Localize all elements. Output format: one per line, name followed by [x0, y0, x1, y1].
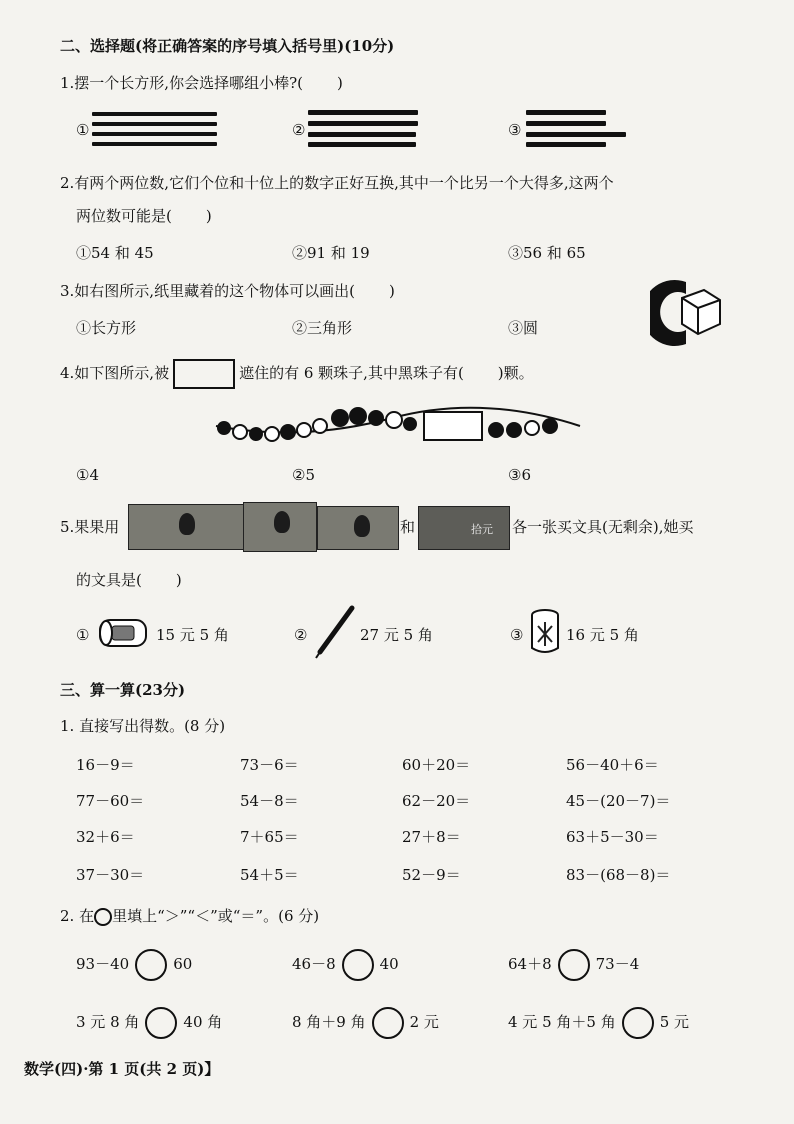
- q5-option-3-mark: ③: [510, 626, 524, 644]
- section2-title: 二、选择题(将正确答案的序号填入括号里)(10分): [60, 37, 395, 55]
- hidden-object-figure: [650, 278, 722, 348]
- five-yuan-note-icon: 拾元: [418, 506, 510, 550]
- ten-yuan-note-icon: [317, 506, 399, 550]
- pen-icon: [312, 604, 358, 660]
- q3-option-3: ③圆: [508, 319, 539, 337]
- q5-option-1-mark: ①: [76, 626, 90, 644]
- q2-line1: 2.有两个两位数,它们个位和十位上的数字正好互换,其中一个比另一个大得多,这两个: [60, 174, 614, 192]
- q1-option-2-sticks: [308, 110, 428, 150]
- ten-yuan-note-icon: [128, 504, 244, 550]
- q1-option-3-mark: ③: [508, 121, 522, 139]
- q2-option-3: ③56 和 65: [508, 244, 586, 262]
- compare-circle-input[interactable]: [342, 949, 374, 981]
- q5-prefix: 5.果果用: [60, 518, 120, 536]
- compare-circle-input[interactable]: [145, 1007, 177, 1039]
- q3-option-1: ①长方形: [76, 319, 137, 337]
- calc-item: 60＋20＝: [402, 756, 471, 774]
- calc-item: 73－6＝: [240, 756, 299, 774]
- q3-option-2: ②三角形: [292, 319, 353, 337]
- calc-item: 52－9＝: [402, 866, 461, 884]
- q1-question: 1.摆一个长方形,你会选择哪组小棒?( ): [60, 74, 343, 92]
- bead-string-figure: [212, 404, 584, 450]
- calc-item: 63＋5－30＝: [566, 828, 659, 846]
- calc-item: 37－30＝: [76, 866, 145, 884]
- calc-item: 7＋65＝: [240, 828, 299, 846]
- calc-item: 45－(20－7)＝: [566, 792, 671, 810]
- compare-item: 64＋8 73－4: [508, 948, 639, 981]
- compare-circle-input[interactable]: [558, 949, 590, 981]
- s3-q2-title: 2. 在 里填上“＞”“＜”或“＝”。(6 分): [60, 907, 320, 925]
- q5-option-1-price: 15 元 5 角: [156, 626, 229, 644]
- calc-item: 77－60＝: [76, 792, 145, 810]
- q5-option-2-price: 27 元 5 角: [360, 626, 433, 644]
- q2-option-2: ②91 和 19: [292, 244, 370, 262]
- q4-option-1: ①4: [76, 466, 99, 484]
- q1-option-2-mark: ②: [292, 121, 306, 139]
- q1-option-1-mark: ①: [76, 121, 90, 139]
- q2-option-1: ①54 和 45: [76, 244, 154, 262]
- compare-circle-input[interactable]: [372, 1007, 404, 1039]
- q4-question: 4.如下图所示,被 遮住的有 6 颗珠子,其中黑珠子有( )颗。: [60, 359, 534, 389]
- q5-and: 和: [400, 518, 416, 536]
- q2-line2: 两位数可能是( ): [76, 207, 212, 225]
- pen-holder-icon: [528, 608, 562, 656]
- q5-suffix: 各一张买文具(无剩余),她买: [512, 518, 694, 536]
- q1-option-3-sticks: [526, 110, 636, 150]
- compare-item: 3 元 8 角 40 角: [76, 1006, 222, 1039]
- compare-item: 93－40 60: [76, 948, 192, 981]
- q4-option-2: ②5: [292, 466, 315, 484]
- compare-item: 8 角＋9 角 2 元: [292, 1006, 439, 1039]
- page-footer: 数学(四)·第 1 页(共 2 页)】: [24, 1060, 220, 1078]
- q3-question: 3.如右图所示,纸里藏着的这个物体可以画出( ): [60, 282, 395, 300]
- section3-title: 三、算一算(23分): [60, 681, 186, 699]
- compare-circle-input[interactable]: [622, 1007, 654, 1039]
- compare-item: 4 元 5 角＋5 角 5 元: [508, 1006, 689, 1039]
- circle-icon: [94, 908, 112, 926]
- s3-q1-title: 1. 直接写出得数。(8 分): [60, 717, 226, 735]
- calc-item: 16－9＝: [76, 756, 135, 774]
- compare-circle-input[interactable]: [135, 949, 167, 981]
- calc-item: 83－(68－8)＝: [566, 866, 671, 884]
- cover-box-icon: [173, 359, 235, 389]
- q4-option-3: ③6: [508, 466, 531, 484]
- q1-option-1-sticks: [92, 112, 222, 152]
- calc-item: 27＋8＝: [402, 828, 461, 846]
- pencil-case-icon: [94, 610, 152, 652]
- ten-yuan-note-icon: [243, 502, 317, 552]
- q5-line2: 的文具是( ): [76, 571, 182, 589]
- calc-item: 56－40＋6＝: [566, 756, 659, 774]
- calc-item: 54－8＝: [240, 792, 299, 810]
- q5-option-3-price: 16 元 5 角: [566, 626, 639, 644]
- calc-item: 54＋5＝: [240, 866, 299, 884]
- calc-item: 62－20＝: [402, 792, 471, 810]
- q5-option-2-mark: ②: [294, 626, 308, 644]
- compare-item: 46－8 40: [292, 948, 399, 981]
- calc-item: 32＋6＝: [76, 828, 135, 846]
